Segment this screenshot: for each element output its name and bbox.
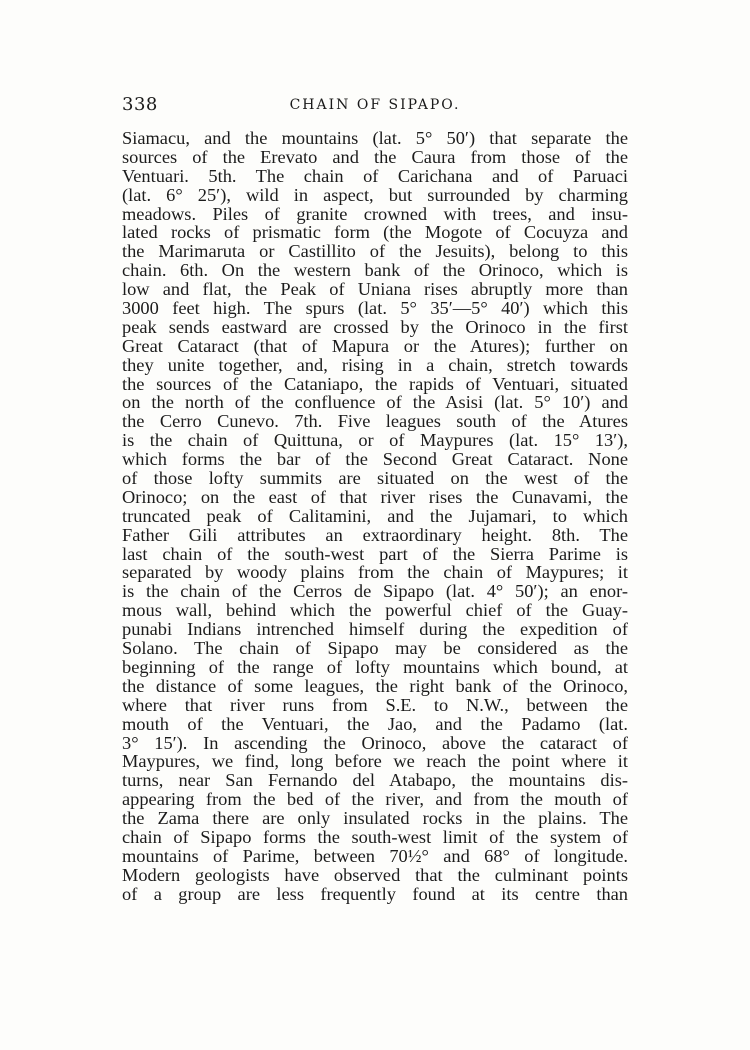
text-line: appearing from the bed of the river, and from the mouth of: [122, 789, 628, 810]
text-line: meadows. Piles of granite crowned with trees, and insu-: [122, 203, 628, 224]
text-line: they unite together, and, rising in a chain, stretch towards: [122, 354, 628, 375]
text-line: Maypures, we find, long before we reach the point where it: [122, 751, 628, 772]
body-text: [122, 129, 628, 904]
text-line: Great Cataract (that of Mapura or the Atures); further on: [122, 335, 628, 356]
text-line: mouth of the Ventuari, the Jao, and the Padamo (lat.: [122, 713, 628, 734]
text-line: the Zama there are only insulated rocks in the plains. The: [122, 808, 628, 829]
text-line: chain. 6th. On the western bank of the Orinoco, which is: [122, 260, 628, 281]
text-line: of those lofty summits are situated on the west of the: [122, 468, 628, 489]
text-line: punabi Indians intrenched himself during the expedition of: [122, 619, 628, 640]
text-line: where that river runs from S.E. to N.W., between the: [122, 694, 628, 715]
text-line: which forms the bar of the Second Great Cataract. None: [122, 449, 628, 470]
text-line: is the chain of the Cerros de Sipapo (lat. 4° 50′); an enor-: [122, 581, 628, 602]
text-line: is the chain of Quittuna, or of Maypures (lat. 15° 13′),: [122, 430, 628, 451]
running-title: CHAIN OF SIPAPO.: [289, 97, 461, 113]
page-header: [122, 94, 628, 120]
text-line: Orinoco; on the east of that river rises the Cunavami, the: [122, 486, 628, 507]
text-line: Father Gili attributes an extraordinary height. 8th. The: [122, 524, 628, 545]
text-line: mous wall, behind which the powerful chief of the Guay-: [122, 600, 628, 621]
text-line: the distance of some leagues, the right bank of the Orinoco,: [122, 675, 628, 696]
text-line: peak sends eastward are crossed by the Orinoco in the first: [122, 316, 628, 337]
text-line: Ventuari. 5th. The chain of Carichana and of Paruaci: [122, 165, 628, 186]
text-line: separated by woody plains from the chain of Maypures; it: [122, 562, 628, 583]
text-line: truncated peak of Calitamini, and the Jujamari, to which: [122, 505, 628, 526]
text-line: Modern geologists have observed that the culminant points: [122, 864, 628, 885]
text-line: on the north of the confluence of the Asisi (lat. 5° 10′) and: [122, 392, 628, 413]
text-line: low and flat, the Peak of Uniana rises abruptly more than: [122, 279, 628, 300]
text-line: 3° 15′). In ascending the Orinoco, above the cataract of: [122, 732, 628, 753]
text-line: of a group are less frequently found at its centre than: [122, 883, 628, 904]
text-line: (lat. 6° 25′), wild in aspect, but surrounded by charming: [122, 184, 628, 205]
text-line: Solano. The chain of Sipapo may be considered as the: [122, 638, 628, 659]
page-number: 338: [122, 94, 158, 115]
text-line: the Cerro Cunevo. 7th. Five leagues south of the Atures: [122, 411, 628, 432]
text-line: lated rocks of prismatic form (the Mogote of Cocuyza and: [122, 222, 628, 243]
text-line: beginning of the range of lofty mountains which bound, at: [122, 656, 628, 677]
text-line: turns, near San Fernando del Atabapo, the mountains dis-: [122, 770, 628, 791]
text-line: mountains of Parime, between 70½° and 68° of longitude.: [122, 845, 628, 866]
text-line: the Marimaruta or Castillito of the Jesuits), belong to this: [122, 241, 628, 262]
text-line: last chain of the south-west part of the Sierra Parime is: [122, 543, 628, 564]
text-line: Siamacu, and the mountains (lat. 5° 50′) that separate the: [122, 128, 628, 148]
text-line: sources of the Erevato and the Caura from those of the: [122, 146, 628, 167]
text-line: 3000 feet high. The spurs (lat. 5° 35′—5° 40′) which this: [122, 298, 628, 319]
text-line: the sources of the Cataniapo, the rapids of Ventuari, situated: [122, 373, 628, 394]
text-line: chain of Sipapo forms the south-west limit of the system of: [122, 826, 628, 847]
